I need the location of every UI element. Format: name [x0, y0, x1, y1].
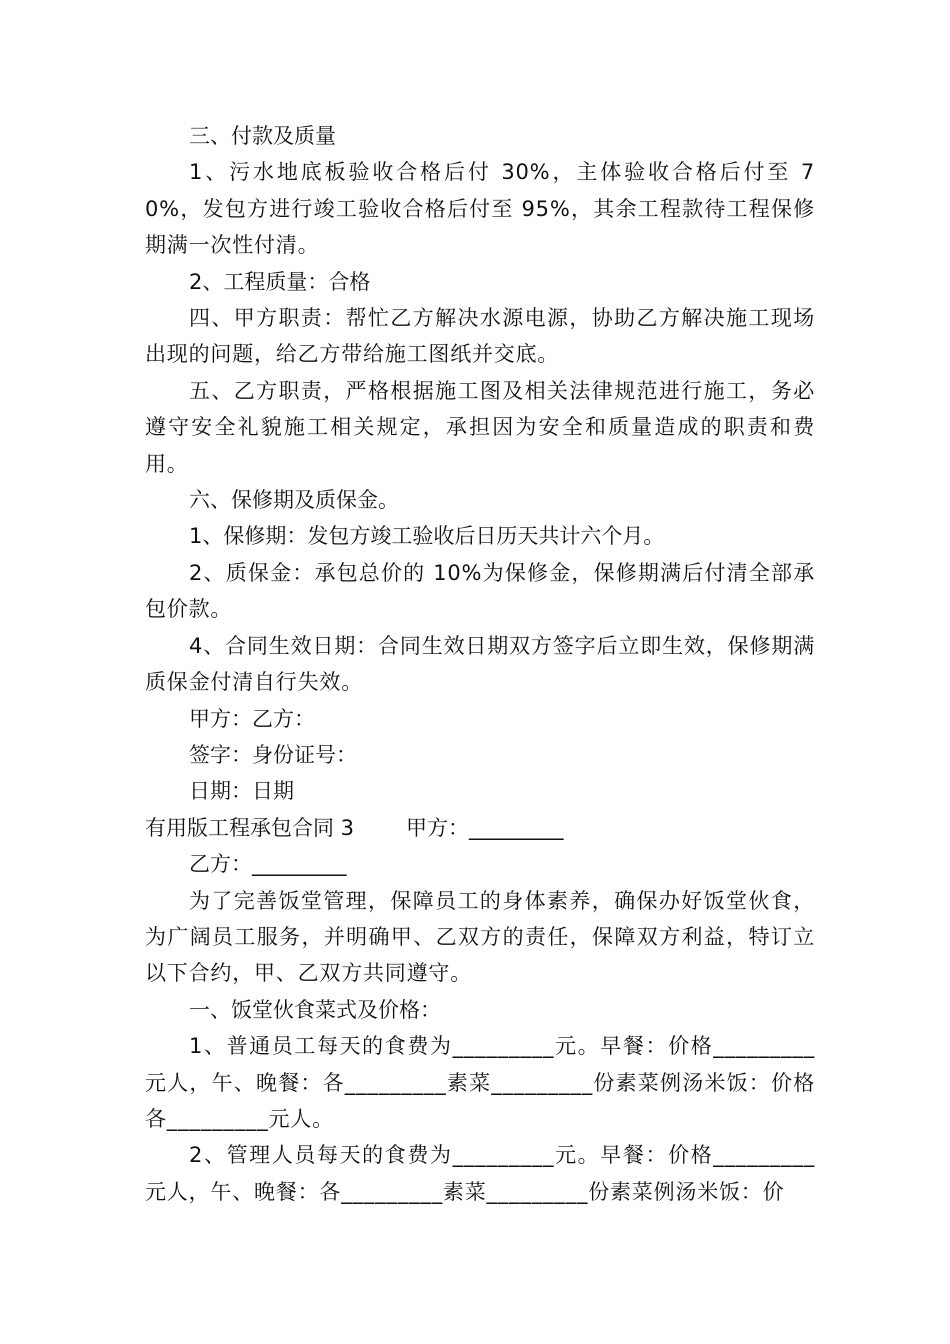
party-b-field: 乙方：_________ [189, 852, 347, 877]
paragraph-party-b-duties: 五、乙方职责，严格根据施工图及相关法律规范进行施工，务必遵守安全礼貌施工相关规定，承担因为安全和质量造成的职责和费用。 [145, 378, 815, 476]
section-heading-payment-quality: 三、付款及质量 [189, 124, 336, 148]
signature-parties: 甲方：乙方： [189, 706, 315, 731]
paragraph-canteen-intro: 为了完善饭堂管理，保障员工的身体素养，确保办好饭堂伙食，为广阔员工服务，并明确甲、乙双方的责任，保障双方利益，特订立以下合约，甲、乙双方共同遵守。 [145, 888, 815, 986]
paragraph-quality: 2、工程质量：合格 [189, 269, 371, 294]
signature-id: 签字：身份证号： [189, 742, 357, 767]
paragraph-retention-money: 2、质保金：承包总价的 10%为保修金，保修期满后付清全部承包价款。 [145, 560, 815, 622]
paragraph-manager-meal-price: 2、管理人员每天的食费为_________元。早餐：价格_________元人，午、晚餐：各_________素菜_________份素菜例汤米饭：价 [145, 1143, 815, 1204]
paragraph-warranty-period: 1、保修期：发包方竣工验收后日历天共计六个月。 [189, 524, 665, 549]
signature-date: 日期：日期 [189, 779, 294, 804]
paragraph-staff-meal-price: 1、普通员工每天的食费为_________元。早餐：价格_________元人，午、晚餐：各_________素菜_________份素菜例汤米饭：价格各_________元人。 [145, 1034, 815, 1131]
paragraph-party-a-duties: 四、甲方职责：帮忙乙方解决水源电源，协助乙方解决施工现场出现的问题，给乙方带给施工图纸并交底。 [145, 306, 815, 367]
contract-title-line [145, 810, 815, 846]
paragraph-payment-terms: 1、污水地底板验收合格后付 30%，主体验收合格后付至 70%，发包方进行竣工验收合格后付至 95%，其余工程款待工程保修期满一次性付清。 [145, 160, 815, 258]
contract-title: 有用版工程承包合同 3 [145, 815, 355, 840]
document-page [145, 118, 815, 1210]
party-a-field: 甲方：_________ [406, 815, 564, 840]
section-heading-menu-price: 一、饭堂伙食菜式及价格： [189, 997, 441, 1022]
paragraph-effective-date: 4、合同生效日期：合同生效日期双方签字后立即生效，保修期满质保金付清自行失效。 [145, 633, 815, 695]
section-heading-warranty: 六、保修期及质保金。 [189, 488, 399, 513]
